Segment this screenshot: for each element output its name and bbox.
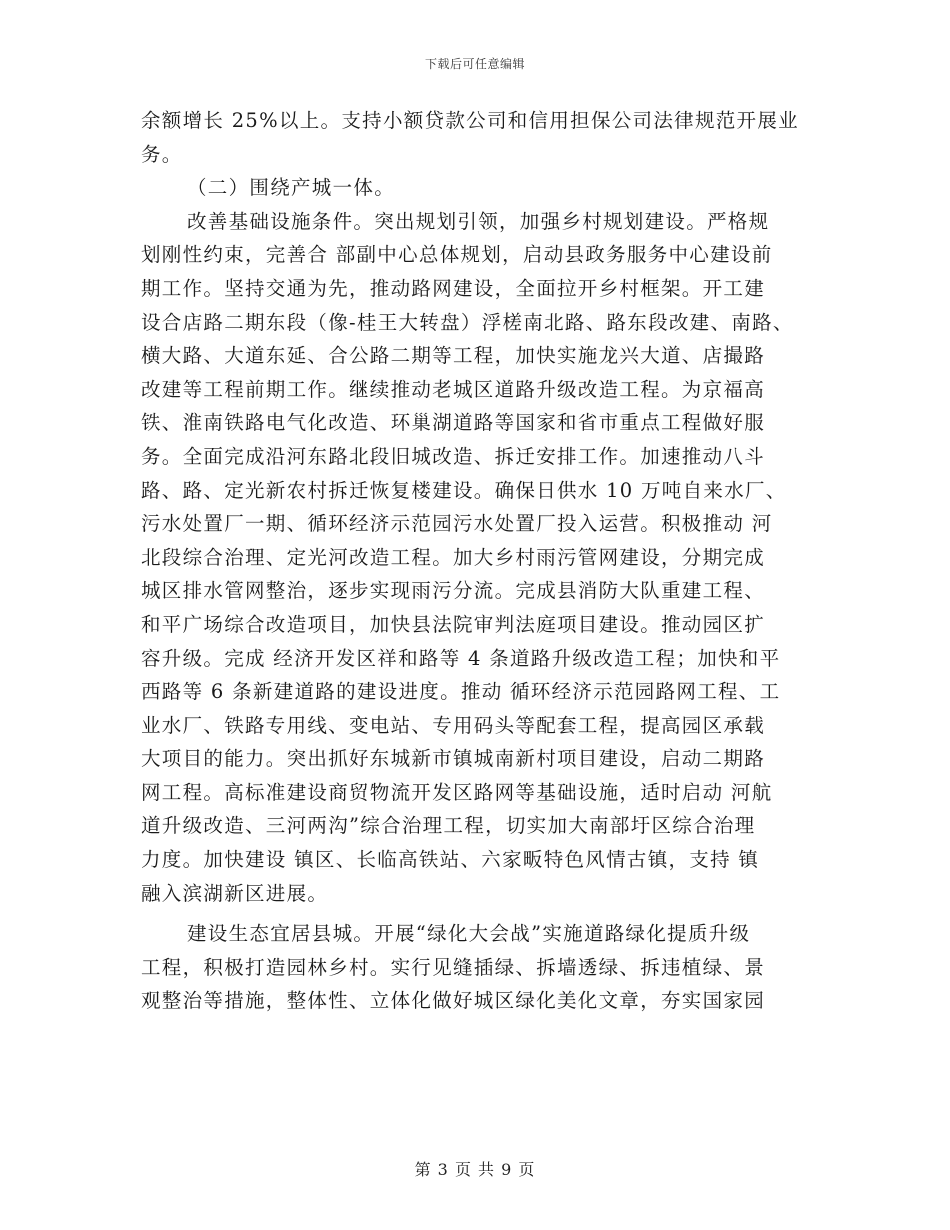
paragraph-line: 网工程。高标准建设商贸物流开发区路网等基础设施，适时启动 河航 — [141, 780, 773, 804]
paragraph-line: 大项目的能力。突出抓好东城新市镇城南新村项目建设，启动二期路 — [141, 747, 766, 771]
paragraph-line: 污水处置厂一期、循环经济示范园污水处置厂投入运营。积极推动 河 — [141, 512, 773, 536]
current-page-number: 3 — [437, 1160, 449, 1179]
page-number-footer — [0, 1157, 950, 1180]
footer-middle: 页 共 — [454, 1160, 496, 1179]
page-header: 下载后可任意编辑 — [424, 57, 525, 71]
paragraph-line: 改善基础设施条件。突出规划引领，加强乡村规划建设。严格规 — [187, 209, 770, 233]
paragraph-line: 建设生态宜居县城。开展“绿化大会战”实施道路绿化提质升级 — [187, 922, 751, 946]
paragraph-line: 横大路、大道东延、合公路二期等工程，加快实施龙兴大道、店撮路 — [141, 344, 766, 368]
total-page-number: 9 — [501, 1160, 513, 1179]
footer-suffix: 页 — [518, 1160, 536, 1179]
paragraph-line: 西路等 6 条新建道路的建设进度。推动 循环经济示范园路网工程、工 — [141, 680, 781, 704]
document-body — [141, 104, 821, 1018]
paragraph-line: 路、路、定光新农村拆迁恢复楼建设。确保日供水 10 万吨自来水厂、 — [141, 478, 787, 502]
footer-prefix: 第 — [414, 1160, 432, 1179]
paragraph-line: 融入滨湖新区进展。 — [141, 881, 329, 905]
paragraph-line: 北段综合治理、定光河改造工程。加大乡村雨污管网建设，分期完成 — [141, 545, 766, 569]
paragraph-line: 划刚性约束，完善合 部副中心总体规划，启动县政务服务中心建设前 — [141, 243, 773, 267]
paragraph-line: 和平广场综合改造项目，加快县法院审判法庭项目建设。推动园区扩 — [141, 612, 766, 636]
paragraph-line: 力度。加快建设 镇区、长临高铁站、六家畈特色风情古镇，支持 镇 — [141, 848, 760, 872]
section-heading: （二）围绕产城一体。 — [187, 176, 396, 200]
paragraph-line: 道升级改造、三河两沟”综合治理工程，切实加大南部圩区综合治理 — [141, 814, 756, 838]
paragraph-line: 业水厂、铁路专用线、变电站、专用码头等配套工程，提高园区承载 — [141, 713, 766, 737]
paragraph-line: 工程，积极打造园林乡村。实行见缝插绿、拆墙透绿、拆违植绿、景 — [141, 955, 766, 979]
paragraph-line: 容升级。完成 经济开发区祥和路等 4 条道路升级改造工程；加快和平 — [141, 646, 781, 670]
paragraph-line: 设合店路二期东段（像-桂王大转盘）浮槎南北路、路东段改建、南路、 — [141, 310, 794, 334]
paragraph-line: 城区排水管网整治，逐步实现雨污分流。完成县消防大队重建工程、 — [141, 579, 766, 603]
paragraph-line: 铁、淮南铁路电气化改造、环巢湖道路等国家和省市重点工程做好服 — [141, 411, 766, 435]
paragraph-line: 务。 — [141, 142, 183, 166]
paragraph-line: 余额增长 25%以上。支持小额贷款公司和信用担保公司法律规范开展业 — [141, 109, 799, 132]
paragraph-line: 务。全面完成沿河东路北段旧城改造、拆迁安排工作。加速推动八斗 — [141, 444, 766, 468]
paragraph-line: 观整治等措施，整体性、立体化做好城区绿化美化文章，夯实国家园 — [141, 989, 766, 1013]
paragraph-line: 期工作。坚持交通为先，推动路网建设，全面拉开乡村框架。开工建 — [141, 276, 766, 300]
paragraph-line: 改建等工程前期工作。继续推动老城区道路升级改造工程。为京福高 — [141, 377, 766, 401]
